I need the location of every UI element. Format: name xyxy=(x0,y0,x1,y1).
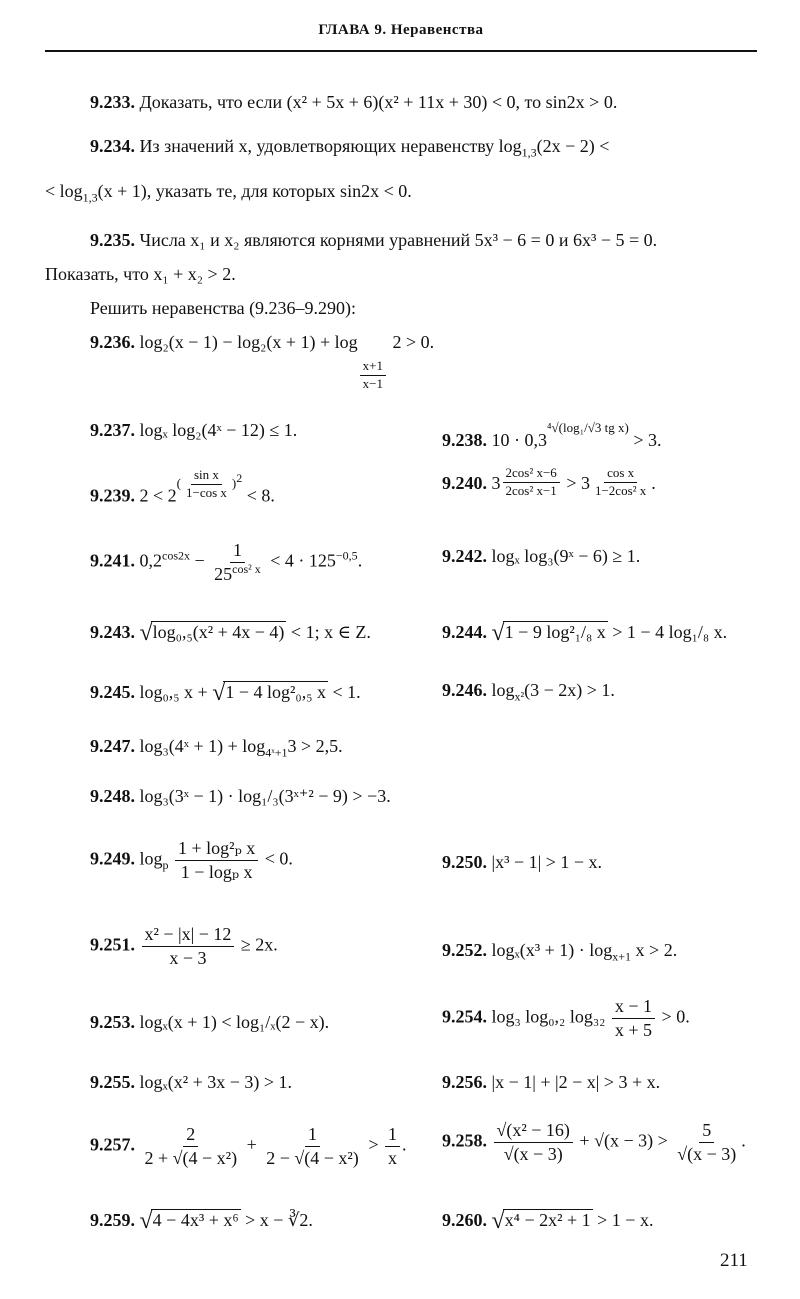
problem-9-239 xyxy=(90,468,275,506)
problem-9-234 xyxy=(90,136,610,160)
problem-9-251: 9.251. $\frac{\text{x² − |x| − 12}}{x - 3}$ ≥ 2x. xyxy=(90,924,278,968)
problem-text: log₂(x − 1) − log₂(x + 1) + log xyxy=(139,332,358,352)
fraction: $\frac{1}{25^{cos^2 x}}$ xyxy=(214,540,261,584)
problem-9-246: 9.246. $\log_{x^2}(3 - 2x) > 1$. xyxy=(442,680,615,704)
fraction: $\frac{1}{\text{2 − √(4 − x²)}}$ xyxy=(266,1124,359,1168)
problem-text: < log xyxy=(45,181,83,201)
problem-text: Числа x₁ и x₂ являются корнями уравнений 5x³ − 6 = 0 и 6x³ − 5 = 0. xyxy=(139,230,658,250)
problem-9-241: 9.241. $0,2^{cos2x}$ − $\frac{1}{25^{cos^2 x}}$ < $4 \cdot 125^{-0,5}$. xyxy=(90,540,363,584)
problem-9-233 xyxy=(90,92,617,113)
radicand: x⁴ − 2x² + 1 xyxy=(504,1210,591,1230)
fraction: $\frac{x - 1}{x + 5}$ xyxy=(612,996,655,1040)
problem-number: 9.255. xyxy=(90,1072,135,1092)
exponent: ( $\frac{\text{sin x}}{\text{1−cos x}}$ )$^2$ xyxy=(176,467,243,500)
problem-number: 9.243. xyxy=(90,622,135,642)
problem-9-253 xyxy=(90,1012,329,1033)
problem-9-259: 9.259. √4 − 4x³ + x⁶ > x − ∛2. xyxy=(90,1208,313,1234)
problem-9-250 xyxy=(442,852,602,873)
problem-number: 9.237. xyxy=(90,420,135,440)
problem-number: 9.248. xyxy=(90,786,135,806)
problem-9-249: 9.249. $\log_p$ $\frac{\text{1 + log²ₚ x}}{\text{1 − logₚ x}}$ < 0. xyxy=(90,838,293,882)
problem-text: (2x − 2) < xyxy=(536,136,610,156)
problem-number: 9.236. xyxy=(90,332,135,352)
problem-9-254: 9.254. log₃ log₀,₂ log₃₂ $\frac{x - 1}{x + 5}$ > 0. xyxy=(442,996,690,1040)
problem-9-236 xyxy=(90,332,434,392)
problem-number: 9.235. xyxy=(90,230,135,250)
problem-number: 9.239. xyxy=(90,485,135,506)
problem-number: 9.233. xyxy=(90,92,135,112)
fraction: $\frac{\text{√(x² − 16)}}{√(x - 3)}$ xyxy=(494,1120,573,1164)
problem-text: > 3. xyxy=(633,430,662,450)
problem-number: 9.249. xyxy=(90,848,135,869)
radicand: 4 − 4x³ + x⁶ xyxy=(152,1210,239,1230)
radicand: log₀,₅(x² + 4x − 4) xyxy=(152,622,285,642)
problem-9-255 xyxy=(90,1072,292,1093)
problem-number: 9.260. xyxy=(442,1210,487,1230)
fraction: $\frac{5}{√(x - 3)}$ xyxy=(677,1120,737,1164)
problem-number: 9.252. xyxy=(442,940,487,960)
exponent: $\frac{\text{2cos² x−6}}{\text{2cos² x−1}}$ xyxy=(503,466,560,499)
problem-9-248 xyxy=(90,786,391,807)
exponent: ⁴√(log₁/√3 tg x) xyxy=(547,420,629,435)
problem-9-257: 9.257. $\frac{2}{\text{2 + √(4 − x²)}}$ + $\frac{1}{\text{2 − √(4 − x²)}}$ > $\frac{1}{x}$ . xyxy=(90,1124,407,1168)
problem-number: 9.256. xyxy=(442,1072,487,1092)
fraction: $\frac{\text{1 + log²ₚ x}}{\text{1 − logₚ x}}$ xyxy=(175,838,258,882)
problem-number: 9.238. xyxy=(442,430,487,450)
problem-text: Из значений x, удовлетворяющих неравенству log xyxy=(139,136,522,156)
problem-number: 9.253. xyxy=(90,1012,135,1032)
fraction: $\frac{2}{\text{2 + √(4 − x²)}}$ xyxy=(144,1124,238,1168)
problem-9-238 xyxy=(442,420,661,451)
problem-number: 9.244. xyxy=(442,622,487,642)
log-base-fraction: $\frac{x+1}{x-1}$ xyxy=(360,359,386,392)
problem-9-252: 9.252. $\log_x(x^3 + 1) \cdot \log_{x+1} x > 2$. xyxy=(442,940,678,964)
problem-9-234-line2 xyxy=(45,181,412,205)
problem-number: 9.247. xyxy=(90,736,135,756)
problem-9-240: 9.240. 3 $\frac{\text{2cos² x−6}}{\text{2cos² x−1}}$ > 3 $\frac{\text{cos x}}{\text{1−2cos² x}}$ . xyxy=(442,465,656,498)
page-number: 211 xyxy=(720,1250,748,1271)
problem-text: 2 < 2 xyxy=(139,485,177,506)
problem-text: 10 · 0,3 xyxy=(491,430,547,450)
problem-9-258: 9.258. $\frac{\text{√(x² − 16)}}{√(x - 3)}$ + √(x − 3) > $\frac{5}{√(x - 3)}$ . xyxy=(442,1120,746,1164)
problem-number: 9.234. xyxy=(90,136,135,156)
problem-number: 9.250. xyxy=(442,852,487,872)
problem-text: Доказать, что если (x² + 5x + 6)(x² + 11x + 30) < 0, то sin2x > 0. xyxy=(139,92,618,112)
problem-number: 9.258. xyxy=(442,1130,487,1151)
problem-text: log₃(3ˣ − 1) · log₁/₃(3ˣ⁺² − 9) > −3. xyxy=(139,786,391,806)
problem-text: logₓ(x + 1) < log₁/ₓ(2 − x). xyxy=(139,1012,330,1032)
problem-text: (x + 1), указать те, для которых sin2x < 0. xyxy=(97,181,412,201)
problem-text: Показать, что x₁ + x₂ > 2. xyxy=(45,264,236,284)
log-base: 1,3 xyxy=(82,190,98,205)
problem-text: logₓ log₃(9ˣ − 6) ≥ 1. xyxy=(491,546,641,566)
radicand: 1 − 4 log²₀,₅ x xyxy=(225,682,326,702)
fraction: $\frac{\text{x² − |x| − 12}}{x - 3}$ xyxy=(142,924,235,968)
problem-text: < 8. xyxy=(246,485,275,506)
section-intro: Решить неравенства (9.236–9.290): xyxy=(90,298,357,318)
problem-9-237 xyxy=(90,420,297,441)
problem-number: 9.246. xyxy=(442,680,487,700)
problem-text: 2 > 0. xyxy=(392,332,435,352)
problem-text: |x³ − 1| > 1 − x. xyxy=(491,852,603,872)
problem-9-235-line2 xyxy=(45,264,236,285)
problem-number: 9.251. xyxy=(90,934,135,955)
problem-number: 9.240. xyxy=(442,473,487,493)
problem-number: 9.245. xyxy=(90,682,135,702)
problem-number: 9.242. xyxy=(442,546,487,566)
chapter-header: ГЛАВА 9. Неравенства xyxy=(318,22,484,38)
header-rule xyxy=(45,50,757,52)
problem-text: logₓ log₂(4ˣ − 12) ≤ 1. xyxy=(139,420,298,440)
problem-number: 9.241. xyxy=(90,550,135,571)
fraction: $\frac{1}{x}$ xyxy=(385,1124,400,1168)
problem-9-247: 9.247. log₃(4ˣ + $1) + \log_{4ˣ+1}3 > 2,5$. xyxy=(90,736,343,760)
problem-number: 9.257. xyxy=(90,1134,135,1155)
problem-9-260: 9.260. √x⁴ − 2x² + 1 > 1 − x. xyxy=(442,1208,654,1234)
problem-9-244: 9.244. √1 − 9 log²₁/₈ x > 1 − 4 log₁/₈ x. xyxy=(442,620,728,646)
problem-number: 9.254. xyxy=(442,1006,487,1027)
problem-9-256 xyxy=(442,1072,660,1093)
log-base: 1,3 xyxy=(521,145,537,160)
problem-9-243: 9.243. √log₀,₅(x² + 4x − 4) < 1; x ∈ Z. xyxy=(90,620,371,646)
radicand: 1 − 9 log²₁/₈ x xyxy=(504,622,606,642)
problem-9-242 xyxy=(442,546,640,567)
problem-text: |x − 1| + |2 − x| > 3 + x. xyxy=(491,1072,661,1092)
problem-9-235 xyxy=(90,230,657,251)
problem-9-245: 9.245. log₀,₅ x + √1 − 4 log²₀,₅ x < 1. xyxy=(90,680,361,706)
problem-text: logₓ(x² + 3x − 3) > 1. xyxy=(139,1072,293,1092)
exponent: $\frac{\text{cos x}}{\text{1−2cos² x}}$ xyxy=(594,465,647,498)
problem-number: 9.259. xyxy=(90,1210,135,1230)
